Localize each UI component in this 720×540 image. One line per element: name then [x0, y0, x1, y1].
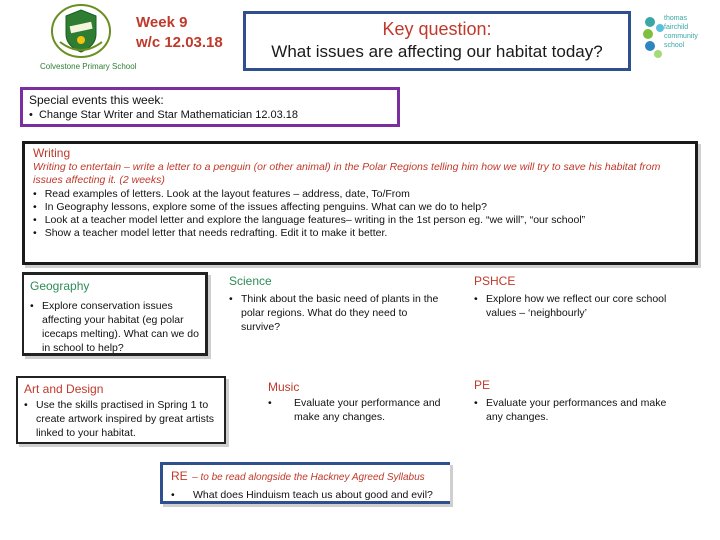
re-title: RE [171, 469, 188, 483]
pshce-box [470, 272, 690, 332]
bullet-icon: • [474, 293, 478, 305]
key-question-box [243, 11, 631, 71]
writing-item: • Look at a teacher model letter and explore the language features– writing in the 1st person eg. “we will”, “our school” [33, 214, 687, 227]
bullet-icon: • [171, 489, 175, 501]
pshce-item: • Explore how we reflect our core school values – ‘neighbourly’ [474, 293, 667, 319]
writing-item: • Read examples of letters. Look at the layout features – address, date, To/From [33, 188, 687, 201]
partner-logo-line: community [664, 33, 698, 40]
bullet-icon: • [474, 397, 478, 409]
writing-intro: Writing to entertain – write a letter to a penguin (or other animal) in the Polar Regions telling him how we will try to save his habitat from issues affecting it. (2 weeks) [33, 161, 661, 186]
bullet-icon: • [30, 300, 34, 312]
music-item: • Evaluate your performance and make any changes. [268, 397, 441, 423]
art-design-item: • Use the skills practised in Spring 1 to create artwork inspired by great artists linked to your habitat. [24, 399, 214, 439]
pe-item: • Evaluate your performances and make any changes. [474, 397, 667, 423]
pshce-title: PSHCE [474, 274, 516, 288]
special-events-item: • Change Star Writer and Star Mathematician 12.03.18 [29, 109, 299, 121]
school-crest-logo [50, 2, 112, 60]
writing-list [33, 188, 687, 240]
re-heading [171, 467, 442, 485]
music-title: Music [268, 380, 300, 394]
partner-logo-line: thomas [664, 15, 687, 22]
partner-logo-line: fairchild [664, 24, 689, 31]
pe-title: PE [474, 378, 491, 392]
partner-school-logo [640, 12, 698, 62]
writing-box [22, 141, 698, 265]
bullet-icon: • [268, 397, 272, 409]
re-subtitle: – to be read alongside the Hackney Agreed Syllabus [192, 472, 425, 483]
bullet-icon: • [29, 109, 39, 121]
key-question-text: What issues are affecting our habitat today? [271, 42, 603, 61]
geography-item: • Explore conservation issues affecting your habitat (eg polar icecaps melting). What can we do in school to help? [30, 300, 199, 354]
music-box [262, 376, 457, 428]
writing-title: Writing [33, 146, 71, 160]
science-box [225, 272, 450, 340]
key-question-label: Key question: [382, 19, 492, 39]
geography-box [22, 272, 208, 356]
geography-title: Geography [30, 279, 90, 293]
art-design-box [16, 376, 226, 444]
writing-item: • Show a teacher model letter that needs redrafting. Edit it to make it better. [33, 227, 687, 240]
science-item: • Think about the basic need of plants in the polar regions. What do they need to survive? [229, 293, 439, 333]
partner-logo-line: school [664, 42, 685, 49]
writing-item: • In Geography lessons, explore some of the issues affecting penguins. What can we do to help? [33, 201, 687, 214]
school-name: Colvestone Primary School [40, 62, 137, 71]
week-number: Week 9 [136, 14, 188, 31]
special-events-title: Special events this week: [29, 93, 164, 107]
art-design-title: Art and Design [24, 382, 104, 396]
special-events-box [20, 87, 400, 127]
re-box [160, 462, 450, 504]
science-title: Science [229, 274, 272, 288]
re-item: • What does Hinduism teach us about good and evil? [171, 489, 433, 501]
week-info [136, 13, 223, 53]
pe-box [470, 376, 690, 428]
bullet-icon: • [24, 399, 28, 411]
bullet-icon: • [229, 293, 233, 305]
week-commencing: w/c 12.03.18 [136, 34, 223, 51]
